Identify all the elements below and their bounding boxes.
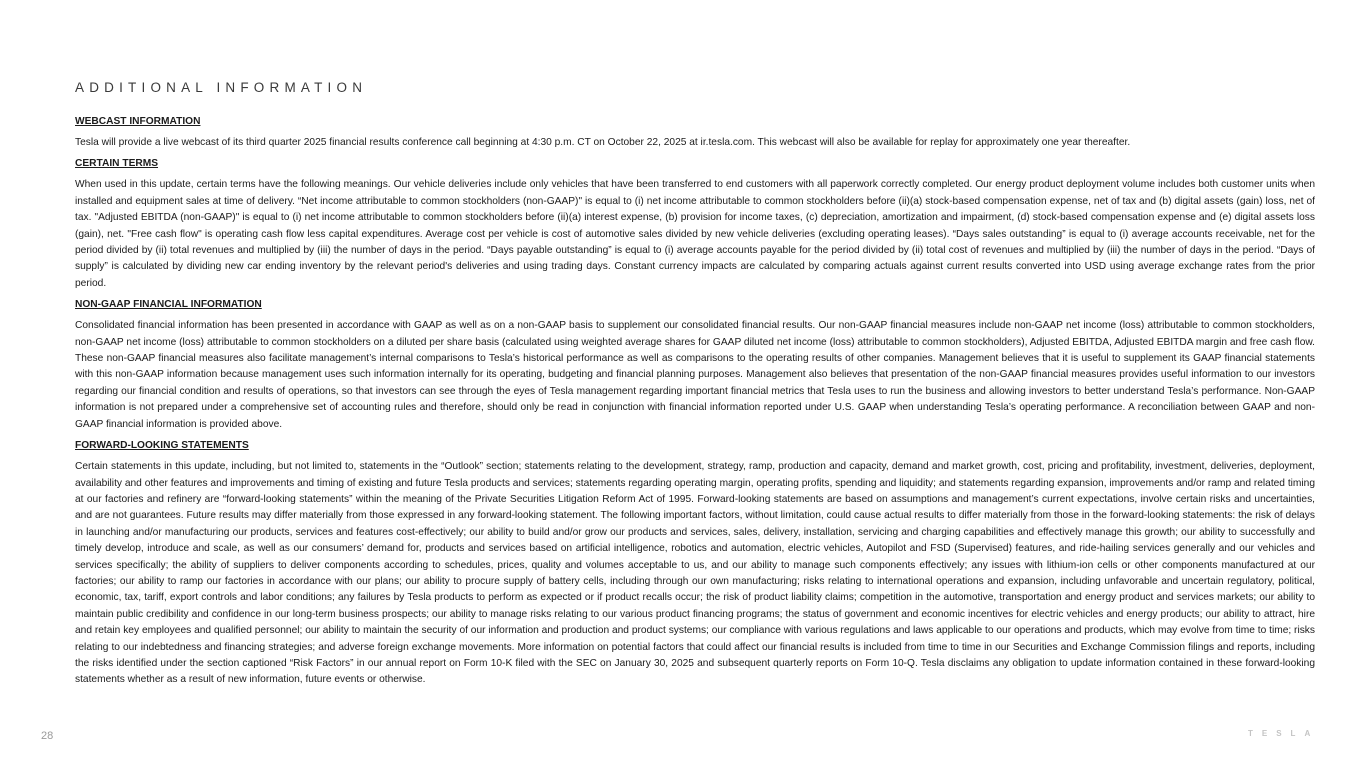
section-body-webcast: Tesla will provide a live webcast of its third quarter 2025 financial results conference call beginning at 4:30 p.m. CT on October 22, 2025 at ir.tesla.com. This webcast will also be available for replay for approximately one year thereafter. [75,137,1131,148]
section-heading-non-gaap: NON-GAAP FINANCIAL INFORMATION [75,299,262,311]
section-heading-forward-looking: FORWARD-LOOKING STATEMENTS [75,440,249,452]
section-body-certain-terms: When used in this update, certain terms have the following meanings. Our vehicle deliveries include only vehicles that have been transferred to end customers with all paperwork correctly completed. Our energy product deployment volume includes both customer units when installed and equipment sales at time of delivery. “Net income attributable to common stockholders (non-GAAP)" is equal to (i) net income attributable to common stockholders before (ii)(a) stock-based compensation expense, net of tax and (b) digital assets (gain) loss, net of tax. "Adjusted EBITDA (non-GAAP)" is equal to (i) net income attributable to common stockholders before (ii)(a) interest expense, (b) provision for income taxes, (c) depreciation, amortization and impairment, (d) stock-based compensation expense and (e) digital assets loss (gain), net. "Free cash flow" is operating cash flow less capital expenditures. Average cost per vehicle is cost of automotive sales divided by new vehicle deliveries (excluding operating leases). “Days sales outstanding” is equal to (i) average accounts receivable, net for the period divided by (ii) total revenues and multiplied by (iii) the number of days in the period. “Days payable outstanding” is equal to (i) average accounts payable for the period divided by (ii) total cost of revenues and multiplied by (iii) the number of days in the period. “Days of supply” is calculated by dividing new car ending inventory by the relevant period's deliveries and using trading days. Constant currency impacts are calculated by comparing actuals against current results converted into USD using average exchange rates from the prior period. [75,179,1315,289]
non-gaap-section [75,298,1315,433]
section-body-forward-looking: Certain statements in this update, including, but not limited to, statements in the “Outlook” section; statements relating to the development, strategy, ramp, production and capacity, demand and market growth, cost, pricing and profitability, investment, deliveries, deployment, availability and other features and improvements and timing of existing and future Tesla products and services; statements regarding operating margin, operating profits, spending and liquidity; and statements regarding expansion, improvements and/or ramp and related timing at our factories and refinery are “forward-looking statements” within the meaning of the Private Securities Litigation Reform Act of 1995. Forward-looking statements are based on assumptions and management’s current expectations, involve certain risks and uncertainties, and are not guarantees. Future results may differ materially from those expressed in any forward-looking statement. The following important factors, without limitation, could cause actual results to differ materially from those in the forward-looking statements: the risk of delays in launching and/or manufacturing our products, services and features cost-effectively; our ability to build and/or grow our products and services, sales, delivery, installation, servicing and charging capabilities and effectively manage this growth; our ability to successfully and timely develop, introduce and scale, as well as our consumers’ demand for, products and services based on artificial intelligence, robotics and automation, electric vehicles, Autopilot and FSD (Supervised) features, and ride-hailing services generally and our vehicles and services specifically; the ability of suppliers to deliver components according to schedules, prices, quality and volumes acceptable to us, and our ability to manage such components effectively; any issues with lithium-ion cells or other components manufactured at our factories; our ability to ramp our factories in accordance with our plans; our ability to procure supply of battery cells, including through our own manufacturing; risks relating to international operations and expansion, including unfavorable and uncertain regulatory, political, economic, tax, tariff, export controls and labor conditions; any failures by Tesla products to perform as expected or if product recalls occur; the risk of product liability claims; competition in the automotive, transportation and energy product and services markets; our ability to maintain public credibility and confidence in our long-term business prospects; our ability to manage risks relating to our various product financing programs; the status of government and economic incentives for electric vehicles and energy products; our ability to attract, hire and retain key employees and qualified personnel; our ability to maintain the security of our information and production and product systems; our compliance with various regulations and laws applicable to our operations and products, which may evolve from time to time; risks relating to our indebtedness and financing strategies; and adverse foreign exchange movements. More information on potential factors that could affect our financial results is included from time to time in our Securities and Exchange Commission filings and reports, including the risks identified under the section captioned “Risk Factors” in our annual report on Form 10-K filed with the SEC on January 30, 2025 and subsequent quarterly reports on Form 10-Q. Tesla disclaims any obligation to update information contained in these forward-looking statements whether as a result of new information, future events or otherwise. [75,461,1315,686]
webcast-section [75,115,1315,151]
document-body [75,115,1315,695]
brand-logo: TESLA [1248,729,1320,738]
section-body-non-gaap: Consolidated financial information has been presented in accordance with GAAP as well as on a non-GAAP basis to supplement our consolidated financial results. Our non-GAAP financial measures include non-GAAP net income (loss) attributable to common stockholders, non-GAAP net income (loss) attributable to common stockholders on a diluted per share basis (calculated using weighted average shares for GAAP diluted net income (loss) attributable to common stockholders), Adjusted EBITDA, Adjusted EBITDA margin and free cash flow. These non-GAAP financial measures also facilitate management’s internal comparisons to Tesla’s historical performance as well as comparisons to the operating results of other companies. Management believes that it is useful to supplement its GAAP financial statements with this non-GAAP information because management uses such information internally for its operating, budgeting and financial planning purposes. Management also believes that presentation of the non-GAAP financial measures provides useful information to our investors regarding our financial condition and results of operations, so that investors can see through the eyes of Tesla management regarding important financial metrics that Tesla uses to run the business and allowing investors to better understand Tesla’s performance. Non-GAAP information is not prepared under a comprehensive set of accounting rules and therefore, should only be read in conjunction with financial information reported under U.S. GAAP when understanding Tesla’s operating performance. A reconciliation between GAAP and non-GAAP financial information is provided above. [75,320,1315,430]
page-title: ADDITIONAL INFORMATION [75,80,368,95]
certain-terms-section [75,157,1315,292]
section-heading-webcast: WEBCAST INFORMATION [75,116,201,127]
page-number: 28 [41,730,54,742]
forward-looking-section [75,439,1315,689]
section-heading-certain-terms: CERTAIN TERMS [75,158,159,170]
